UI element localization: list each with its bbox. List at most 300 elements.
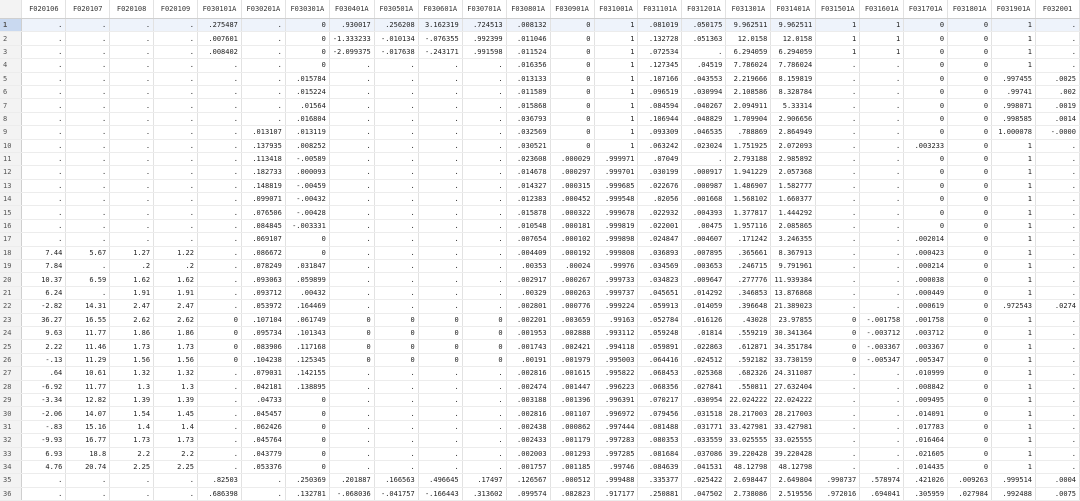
table-cell[interactable]: . <box>418 85 462 98</box>
table-cell[interactable]: . <box>241 474 285 487</box>
table-cell[interactable]: . <box>197 246 241 259</box>
table-row[interactable] <box>0 353 1080 366</box>
table-cell[interactable]: . <box>241 32 285 45</box>
table-cell[interactable]: 2.738086 <box>726 487 771 500</box>
table-cell[interactable]: 1.56 <box>154 353 198 366</box>
table-cell[interactable]: . <box>418 59 462 72</box>
table-row[interactable] <box>0 273 1080 286</box>
table-cell[interactable]: . <box>418 72 462 85</box>
table-cell[interactable]: . <box>860 447 904 460</box>
column-header-f030901a[interactable]: F030901A <box>550 0 594 19</box>
table-cell[interactable]: 1 <box>992 367 1036 380</box>
table-cell[interactable]: .724513 <box>462 19 506 32</box>
table-cell[interactable]: .000862 <box>550 420 594 433</box>
table-cell[interactable]: 13.876868 <box>771 286 816 299</box>
row-number[interactable]: 7 <box>0 99 22 112</box>
table-cell[interactable]: 0 <box>197 353 241 366</box>
table-cell[interactable]: -9.93 <box>22 434 66 447</box>
table-cell[interactable]: 0 <box>374 340 418 353</box>
table-cell[interactable]: -.041757 <box>374 487 418 500</box>
table-cell[interactable]: . <box>329 85 374 98</box>
table-cell[interactable]: . <box>66 206 110 219</box>
table-cell[interactable]: . <box>1036 367 1080 380</box>
table-cell[interactable]: . <box>860 152 904 165</box>
table-cell[interactable]: . <box>860 72 904 85</box>
table-cell[interactable]: 1 <box>594 126 638 139</box>
table-cell[interactable]: . <box>1036 139 1080 152</box>
table-cell[interactable]: 33.730159 <box>771 353 816 366</box>
table-cell[interactable]: .99976 <box>594 260 638 273</box>
table-cell[interactable]: .012383 <box>506 193 550 206</box>
table-cell[interactable]: 14.31 <box>66 300 110 313</box>
table-cell[interactable]: 3.246355 <box>771 233 816 246</box>
table-cell[interactable]: .001396 <box>550 393 594 406</box>
table-cell[interactable]: . <box>1036 166 1080 179</box>
table-cell[interactable]: 1 <box>992 152 1036 165</box>
table-cell[interactable]: 1 <box>992 179 1036 192</box>
table-cell[interactable]: .016356 <box>506 59 550 72</box>
table-cell[interactable]: . <box>418 420 462 433</box>
table-cell[interactable]: 1 <box>992 19 1036 32</box>
table-cell[interactable]: . <box>110 126 154 139</box>
table-cell[interactable]: .04733 <box>241 393 285 406</box>
table-cell[interactable]: .079456 <box>638 407 682 420</box>
table-cell[interactable]: . <box>462 99 506 112</box>
table-cell[interactable]: -.003331 <box>285 219 329 232</box>
table-cell[interactable]: . <box>66 85 110 98</box>
table-cell[interactable]: . <box>462 367 506 380</box>
table-cell[interactable]: 0 <box>285 420 329 433</box>
row-number[interactable]: 31 <box>0 420 22 433</box>
table-cell[interactable]: .042181 <box>241 380 285 393</box>
table-cell[interactable]: .106944 <box>638 112 682 125</box>
table-cell[interactable]: . <box>462 179 506 192</box>
table-cell[interactable]: . <box>66 112 110 125</box>
table-cell[interactable]: . <box>816 300 860 313</box>
table-cell[interactable]: 1.86 <box>110 326 154 339</box>
row-number[interactable]: 22 <box>0 300 22 313</box>
table-cell[interactable]: -.00432 <box>285 193 329 206</box>
table-cell[interactable]: . <box>329 300 374 313</box>
table-cell[interactable]: .166563 <box>374 474 418 487</box>
table-cell[interactable]: .43028 <box>726 313 771 326</box>
table-cell[interactable]: . <box>816 112 860 125</box>
table-cell[interactable]: 2.2 <box>154 447 198 460</box>
table-cell[interactable]: 1 <box>594 72 638 85</box>
table-cell[interactable]: .009263 <box>948 474 992 487</box>
table-cell[interactable]: . <box>241 487 285 500</box>
table-cell[interactable]: . <box>816 246 860 259</box>
table-cell[interactable]: 1.39 <box>154 393 198 406</box>
table-cell[interactable]: .99741 <box>992 85 1036 98</box>
table-cell[interactable]: . <box>816 179 860 192</box>
table-row[interactable] <box>0 326 1080 339</box>
table-cell[interactable]: 2.62 <box>110 313 154 326</box>
table-cell[interactable]: 1.27 <box>110 246 154 259</box>
table-cell[interactable]: -.017638 <box>374 45 418 58</box>
table-cell[interactable]: .082823 <box>550 487 594 500</box>
table-cell[interactable]: . <box>418 126 462 139</box>
table-cell[interactable]: .694041 <box>860 487 904 500</box>
table-cell[interactable]: 16.77 <box>66 434 110 447</box>
table-cell[interactable]: . <box>374 260 418 273</box>
table-cell[interactable]: 0 <box>948 59 992 72</box>
table-cell[interactable]: 24.311087 <box>771 367 816 380</box>
table-cell[interactable]: 1.377817 <box>726 206 771 219</box>
row-number[interactable]: 29 <box>0 393 22 406</box>
table-cell[interactable]: .079031 <box>241 367 285 380</box>
table-cell[interactable]: .275487 <box>197 19 241 32</box>
table-cell[interactable]: . <box>462 233 506 246</box>
table-cell[interactable]: .014059 <box>682 300 726 313</box>
table-cell[interactable]: . <box>66 152 110 165</box>
table-cell[interactable]: 1.568102 <box>726 193 771 206</box>
table-cell[interactable]: . <box>1036 260 1080 273</box>
table-cell[interactable]: .997444 <box>594 420 638 433</box>
table-cell[interactable]: .081488 <box>638 420 682 433</box>
table-cell[interactable]: . <box>1036 434 1080 447</box>
table-cell[interactable]: 27.632404 <box>771 380 816 393</box>
table-cell[interactable]: 2.2 <box>110 447 154 460</box>
table-cell[interactable]: 0 <box>285 460 329 473</box>
table-cell[interactable]: 0 <box>904 152 948 165</box>
table-cell[interactable]: .014327 <box>506 179 550 192</box>
row-number[interactable]: 15 <box>0 206 22 219</box>
table-cell[interactable]: 1 <box>992 447 1036 460</box>
table-cell[interactable]: 33.025555 <box>726 434 771 447</box>
table-cell[interactable]: .999733 <box>594 273 638 286</box>
table-cell[interactable]: . <box>197 300 241 313</box>
table-cell[interactable]: . <box>154 32 198 45</box>
table-cell[interactable]: .999548 <box>594 193 638 206</box>
table-cell[interactable]: 34.351784 <box>771 340 816 353</box>
table-cell[interactable]: .002888 <box>550 326 594 339</box>
table-cell[interactable]: .061749 <box>285 313 329 326</box>
table-cell[interactable]: . <box>418 219 462 232</box>
table-cell[interactable]: 0 <box>550 139 594 152</box>
table-cell[interactable]: . <box>816 460 860 473</box>
table-cell[interactable]: . <box>374 407 418 420</box>
table-cell[interactable]: .015868 <box>506 99 550 112</box>
table-cell[interactable]: . <box>197 460 241 473</box>
table-cell[interactable]: 0 <box>904 85 948 98</box>
table-cell[interactable]: 0 <box>948 99 992 112</box>
table-cell[interactable]: 0 <box>285 393 329 406</box>
table-row[interactable] <box>0 139 1080 152</box>
table-cell[interactable]: 1 <box>992 59 1036 72</box>
table-cell[interactable]: 0 <box>418 313 462 326</box>
column-header-f030801a[interactable]: F030801A <box>506 0 550 19</box>
table-cell[interactable]: . <box>154 99 198 112</box>
table-row[interactable] <box>0 246 1080 259</box>
table-cell[interactable]: . <box>329 219 374 232</box>
table-cell[interactable]: .421026 <box>904 474 948 487</box>
table-cell[interactable]: 4.76 <box>22 460 66 473</box>
table-cell[interactable]: .996391 <box>594 393 638 406</box>
table-cell[interactable]: .142155 <box>285 367 329 380</box>
table-cell[interactable]: .014292 <box>682 286 726 299</box>
table-cell[interactable]: 0 <box>948 260 992 273</box>
table-cell[interactable]: 48.12798 <box>726 460 771 473</box>
table-cell[interactable]: . <box>154 474 198 487</box>
table-cell[interactable]: . <box>462 206 506 219</box>
table-cell[interactable]: 0 <box>948 193 992 206</box>
table-cell[interactable]: 0 <box>550 72 594 85</box>
table-cell[interactable]: . <box>1036 447 1080 460</box>
table-cell[interactable]: . <box>110 206 154 219</box>
table-cell[interactable]: .031771 <box>682 420 726 433</box>
table-cell[interactable]: . <box>374 219 418 232</box>
table-cell[interactable]: . <box>22 19 66 32</box>
table-cell[interactable]: . <box>197 206 241 219</box>
table-cell[interactable]: 1 <box>992 45 1036 58</box>
table-cell[interactable]: . <box>682 45 726 58</box>
row-number[interactable]: 17 <box>0 233 22 246</box>
table-cell[interactable]: .095734 <box>241 326 285 339</box>
table-cell[interactable]: . <box>374 206 418 219</box>
column-header-f031401a[interactable]: F031401A <box>771 0 816 19</box>
table-cell[interactable]: 0 <box>948 286 992 299</box>
table-cell[interactable]: .999488 <box>594 474 638 487</box>
table-cell[interactable]: . <box>462 193 506 206</box>
column-header-f031901a[interactable]: F031901A <box>992 0 1036 19</box>
column-header-f031201a[interactable]: F031201A <box>682 0 726 19</box>
table-cell[interactable]: . <box>860 233 904 246</box>
table-cell[interactable]: .003233 <box>904 139 948 152</box>
table-cell[interactable]: . <box>816 99 860 112</box>
table-cell[interactable]: . <box>154 72 198 85</box>
table-cell[interactable]: 15.16 <box>66 420 110 433</box>
table-cell[interactable]: .104238 <box>241 353 285 366</box>
table-cell[interactable]: . <box>462 72 506 85</box>
table-cell[interactable]: 1 <box>992 460 1036 473</box>
table-cell[interactable]: . <box>374 233 418 246</box>
table-cell[interactable]: .138895 <box>285 380 329 393</box>
table-cell[interactable]: .002003 <box>506 447 550 460</box>
table-cell[interactable]: 0 <box>550 112 594 125</box>
table-cell[interactable]: 0 <box>904 99 948 112</box>
table-cell[interactable]: .002801 <box>506 300 550 313</box>
table-cell[interactable]: .002917 <box>506 273 550 286</box>
table-cell[interactable]: .014678 <box>506 166 550 179</box>
table-cell[interactable]: 1 <box>594 19 638 32</box>
table-cell[interactable]: . <box>1036 460 1080 473</box>
table-cell[interactable]: .080353 <box>638 434 682 447</box>
table-cell[interactable]: . <box>66 474 110 487</box>
table-cell[interactable]: . <box>154 45 198 58</box>
table-cell[interactable]: .013107 <box>241 126 285 139</box>
table-cell[interactable]: . <box>462 112 506 125</box>
table-cell[interactable]: .201887 <box>329 474 374 487</box>
table-cell[interactable]: . <box>462 407 506 420</box>
table-cell[interactable]: 1 <box>992 313 1036 326</box>
table-cell[interactable]: .07049 <box>638 152 682 165</box>
table-cell[interactable]: .000987 <box>682 179 726 192</box>
table-cell[interactable]: .396648 <box>726 300 771 313</box>
table-cell[interactable]: .024847 <box>638 233 682 246</box>
table-cell[interactable]: . <box>462 273 506 286</box>
table-cell[interactable]: .01564 <box>285 99 329 112</box>
table-cell[interactable]: 1.3 <box>110 380 154 393</box>
table-cell[interactable]: 1.444292 <box>771 206 816 219</box>
row-number[interactable]: 13 <box>0 179 22 192</box>
table-cell[interactable]: . <box>374 447 418 460</box>
row-number[interactable]: 9 <box>0 126 22 139</box>
table-cell[interactable]: .0274 <box>1036 300 1080 313</box>
table-cell[interactable]: 0 <box>285 59 329 72</box>
table-cell[interactable]: .081684 <box>638 447 682 460</box>
table-cell[interactable]: . <box>197 126 241 139</box>
table-cell[interactable]: .001615 <box>550 367 594 380</box>
table-cell[interactable]: 28.217003 <box>726 407 771 420</box>
table-cell[interactable]: . <box>154 219 198 232</box>
table-cell[interactable]: . <box>22 72 66 85</box>
table-cell[interactable]: . <box>816 206 860 219</box>
table-cell[interactable]: 0 <box>904 193 948 206</box>
table-cell[interactable]: . <box>860 206 904 219</box>
table-row[interactable] <box>0 407 1080 420</box>
table-cell[interactable]: .003712 <box>904 326 948 339</box>
table-cell[interactable]: .82503 <box>197 474 241 487</box>
table-cell[interactable]: -3.34 <box>22 393 66 406</box>
table-cell[interactable]: . <box>816 126 860 139</box>
table-cell[interactable]: .002816 <box>506 407 550 420</box>
table-cell[interactable]: .999819 <box>594 219 638 232</box>
table-cell[interactable]: . <box>374 179 418 192</box>
table-cell[interactable]: .002201 <box>506 313 550 326</box>
column-header-f030201a[interactable]: F030201A <box>241 0 285 19</box>
table-cell[interactable]: .113418 <box>241 152 285 165</box>
table-cell[interactable]: . <box>860 112 904 125</box>
table-cell[interactable]: . <box>1036 353 1080 366</box>
table-cell[interactable]: 2.906656 <box>771 112 816 125</box>
table-cell[interactable]: . <box>110 193 154 206</box>
table-cell[interactable]: .007601 <box>197 32 241 45</box>
table-cell[interactable]: . <box>816 85 860 98</box>
column-header-f031701a[interactable]: F031701A <box>904 0 948 19</box>
table-row[interactable] <box>0 393 1080 406</box>
table-cell[interactable]: . <box>374 380 418 393</box>
table-cell[interactable]: . <box>22 85 66 98</box>
table-cell[interactable]: . <box>154 166 198 179</box>
table-cell[interactable]: 18.8 <box>66 447 110 460</box>
column-header-f020107[interactable]: F020107 <box>66 0 110 19</box>
table-cell[interactable]: . <box>241 45 285 58</box>
table-cell[interactable]: 1.660377 <box>771 193 816 206</box>
table-cell[interactable]: . <box>418 434 462 447</box>
row-number[interactable]: 12 <box>0 166 22 179</box>
table-cell[interactable]: .313602 <box>462 487 506 500</box>
table-cell[interactable]: . <box>197 434 241 447</box>
table-cell[interactable]: .001293 <box>550 447 594 460</box>
table-cell[interactable]: . <box>418 286 462 299</box>
table-cell[interactable]: 2.25 <box>154 460 198 473</box>
table-cell[interactable]: 1 <box>992 233 1036 246</box>
table-cell[interactable]: .005347 <box>904 353 948 366</box>
table-cell[interactable]: . <box>374 126 418 139</box>
table-cell[interactable]: .001179 <box>550 434 594 447</box>
table-cell[interactable]: . <box>418 393 462 406</box>
table-cell[interactable]: . <box>110 152 154 165</box>
table-cell[interactable]: . <box>110 85 154 98</box>
table-cell[interactable]: .000776 <box>550 300 594 313</box>
table-row[interactable] <box>0 179 1080 192</box>
table-cell[interactable]: . <box>22 59 66 72</box>
table-cell[interactable]: . <box>154 126 198 139</box>
table-cell[interactable]: . <box>816 219 860 232</box>
table-cell[interactable]: .137935 <box>241 139 285 152</box>
table-cell[interactable]: . <box>860 380 904 393</box>
table-cell[interactable]: 1.486907 <box>726 179 771 192</box>
table-cell[interactable]: . <box>1036 393 1080 406</box>
table-cell[interactable]: .04519 <box>682 59 726 72</box>
table-cell[interactable]: .003367 <box>904 340 948 353</box>
table-cell[interactable]: 1 <box>992 326 1036 339</box>
row-number[interactable]: 16 <box>0 219 22 232</box>
table-cell[interactable]: . <box>241 19 285 32</box>
table-cell[interactable]: .578974 <box>860 474 904 487</box>
table-cell[interactable]: .004409 <box>506 246 550 259</box>
table-cell[interactable]: 0 <box>462 326 506 339</box>
table-cell[interactable]: 1.751925 <box>726 139 771 152</box>
table-cell[interactable]: .093063 <box>241 273 285 286</box>
table-cell[interactable]: . <box>374 112 418 125</box>
table-cell[interactable]: -.13 <box>22 353 66 366</box>
table-cell[interactable]: . <box>66 286 110 299</box>
table-cell[interactable]: . <box>816 407 860 420</box>
table-cell[interactable]: .17497 <box>462 474 506 487</box>
table-cell[interactable]: 1.73 <box>110 434 154 447</box>
table-cell[interactable]: . <box>329 166 374 179</box>
table-cell[interactable]: .998071 <box>992 99 1036 112</box>
table-cell[interactable]: . <box>1036 407 1080 420</box>
table-cell[interactable]: 1 <box>992 139 1036 152</box>
table-cell[interactable]: .0075 <box>1036 487 1080 500</box>
table-cell[interactable]: . <box>66 126 110 139</box>
table-cell[interactable]: .003659 <box>550 313 594 326</box>
table-cell[interactable]: . <box>462 434 506 447</box>
table-cell[interactable]: . <box>418 233 462 246</box>
table-cell[interactable]: . <box>860 193 904 206</box>
table-cell[interactable]: . <box>418 99 462 112</box>
table-cell[interactable]: .031847 <box>285 260 329 273</box>
row-number[interactable]: 23 <box>0 313 22 326</box>
table-cell[interactable]: 0 <box>550 99 594 112</box>
table-cell[interactable]: .02056 <box>638 193 682 206</box>
table-cell[interactable]: .059891 <box>638 340 682 353</box>
table-cell[interactable]: 2.094911 <box>726 99 771 112</box>
table-cell[interactable]: . <box>22 152 66 165</box>
table-cell[interactable]: 9.791961 <box>771 260 816 273</box>
table-cell[interactable]: .078249 <box>241 260 285 273</box>
table-cell[interactable]: .070217 <box>638 393 682 406</box>
table-cell[interactable]: .496645 <box>418 474 462 487</box>
table-row[interactable] <box>0 340 1080 353</box>
table-cell[interactable]: . <box>860 393 904 406</box>
table-cell[interactable]: .001758 <box>904 313 948 326</box>
table-row[interactable] <box>0 487 1080 500</box>
table-cell[interactable]: .365661 <box>726 246 771 259</box>
table-cell[interactable]: 16.55 <box>66 313 110 326</box>
table-cell[interactable]: .972543 <box>992 300 1036 313</box>
table-cell[interactable]: -2.099375 <box>329 45 374 58</box>
table-cell[interactable]: .016464 <box>904 434 948 447</box>
table-cell[interactable]: . <box>154 487 198 500</box>
table-cell[interactable]: 0 <box>197 326 241 339</box>
table-cell[interactable]: 1 <box>816 19 860 32</box>
table-cell[interactable]: . <box>374 460 418 473</box>
table-cell[interactable]: 1.4 <box>154 420 198 433</box>
